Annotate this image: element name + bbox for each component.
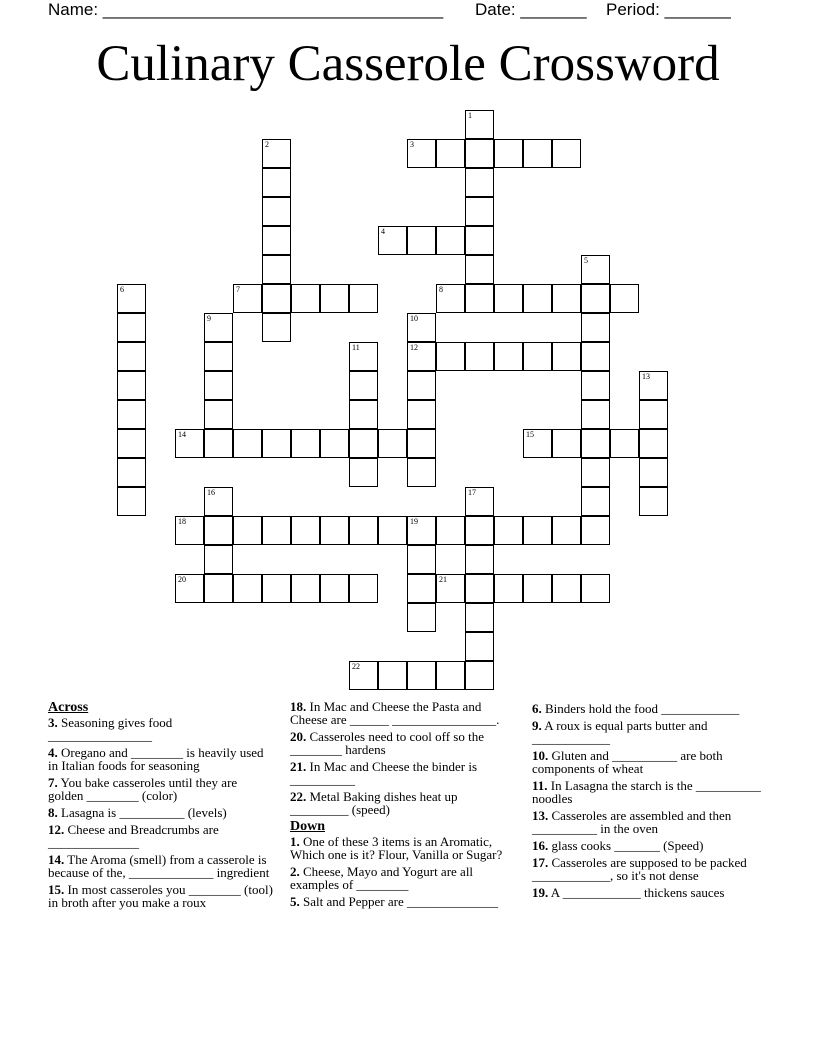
crossword-cell[interactable] (349, 429, 378, 458)
crossword-cell[interactable] (204, 429, 233, 458)
clue-text: Casseroles are assembled and then __________ in the oven (532, 808, 732, 836)
crossword-cell[interactable] (204, 516, 233, 545)
clue-number: 1 (468, 111, 472, 120)
clue-number: 19 (410, 517, 418, 526)
crossword-cell[interactable] (349, 371, 378, 400)
crossword-cell[interactable] (320, 574, 349, 603)
crossword-cell[interactable] (262, 574, 291, 603)
crossword-cell[interactable] (436, 284, 465, 313)
clue-text: Binders hold the food ____________ (541, 701, 740, 716)
clue-item (532, 809, 762, 835)
clue-item (290, 730, 518, 756)
clue-number: 7 (236, 285, 240, 294)
crossword-cell[interactable] (349, 516, 378, 545)
crossword-cell[interactable] (407, 429, 436, 458)
clue-text: Lasagna is __________ (levels) (57, 805, 227, 820)
crossword-cell[interactable] (581, 342, 610, 371)
crossword-cell[interactable] (407, 371, 436, 400)
clue-number-label: 8. (48, 805, 58, 820)
clue-number: 2 (265, 140, 269, 149)
crossword-cell[interactable] (233, 429, 262, 458)
clue-number: 4 (381, 227, 385, 236)
period-field-label[interactable]: Period: _______ (606, 0, 731, 19)
clue-number-label: 5. (290, 894, 300, 909)
crossword-cell[interactable] (349, 661, 378, 690)
clue-item (290, 700, 518, 726)
clue-text: Cheese, Mayo and Yogurt are all examples of ________ (290, 864, 474, 892)
crossword-cell[interactable] (175, 516, 204, 545)
clue-text: A ____________ thickens sauces (548, 885, 725, 900)
crossword-cell[interactable] (465, 516, 494, 545)
crossword-cell[interactable] (407, 516, 436, 545)
clue-number: 20 (178, 575, 186, 584)
clue-item (532, 779, 762, 805)
crossword-cell[interactable] (581, 400, 610, 429)
clue-number-label: 10. (532, 748, 549, 763)
clue-text: Oregano and ________ is heavily used in Italian foods for seasoning (48, 745, 264, 773)
clue-number: 15 (526, 430, 534, 439)
crossword-cell[interactable] (581, 516, 610, 545)
crossword-cell[interactable] (494, 342, 523, 371)
clues-column-2 (290, 700, 518, 912)
clue-text: glass cooks _______ (Speed) (548, 838, 704, 853)
crossword-cell[interactable] (581, 429, 610, 458)
clue-number: 11 (352, 343, 360, 352)
clue-item (290, 835, 518, 861)
clues-column-3 (532, 700, 762, 903)
crossword-cell[interactable] (262, 139, 291, 168)
clue-number-label: 16. (532, 838, 549, 853)
clue-number-label: 19. (532, 885, 549, 900)
clue-number: 16 (207, 488, 215, 497)
clue-text: Salt and Pepper are ______________ (299, 894, 498, 909)
crossword-cell[interactable] (552, 429, 581, 458)
crossword-cell[interactable] (581, 313, 610, 342)
crossword-cell[interactable] (204, 487, 233, 516)
clue-text: Seasoning gives food ________________ (48, 715, 173, 743)
crossword-cell[interactable] (581, 255, 610, 284)
crossword-cell[interactable] (465, 545, 494, 574)
crossword-cell[interactable] (407, 400, 436, 429)
crossword-cell[interactable] (610, 284, 639, 313)
clue-number: 3 (410, 140, 414, 149)
crossword-cell[interactable] (465, 197, 494, 226)
crossword-cell[interactable] (465, 139, 494, 168)
crossword-cell[interactable] (349, 458, 378, 487)
clue-text: In most casseroles you ________ (tool) in broth after you make a roux (48, 882, 273, 910)
crossword-cell[interactable] (407, 603, 436, 632)
crossword-cell[interactable] (639, 400, 668, 429)
crossword-cell[interactable] (233, 284, 262, 313)
clue-item (48, 823, 273, 849)
clue-item (48, 806, 273, 819)
clue-number-label: 17. (532, 855, 549, 870)
clue-number-label: 2. (290, 864, 300, 879)
clue-number-label: 3. (48, 715, 58, 730)
across-clue-list (48, 716, 273, 909)
crossword-cell[interactable] (262, 313, 291, 342)
crossword-cell[interactable] (581, 371, 610, 400)
crossword-cell[interactable] (552, 516, 581, 545)
clue-text: The Aroma (smell) from a casserole is because of the, _____________ ingredient (48, 852, 270, 880)
clue-item (532, 719, 762, 745)
clue-number: 17 (468, 488, 476, 497)
crossword-cell[interactable] (407, 342, 436, 371)
clue-number: 5 (584, 256, 588, 265)
crossword-cell[interactable] (117, 371, 146, 400)
crossword-cell[interactable] (465, 574, 494, 603)
clue-item (290, 760, 518, 786)
clues-column-1 (48, 700, 273, 913)
crossword-cell[interactable] (175, 574, 204, 603)
clue-text: Metal Baking dishes heat up _________ (speed) (290, 789, 458, 817)
crossword-cell[interactable] (204, 371, 233, 400)
crossword-cell[interactable] (436, 226, 465, 255)
crossword-cell[interactable] (291, 574, 320, 603)
crossword-cell[interactable] (465, 632, 494, 661)
crossword-cell[interactable] (523, 574, 552, 603)
crossword-cell[interactable] (262, 168, 291, 197)
crossword-cell[interactable] (204, 342, 233, 371)
crossword-cell[interactable] (117, 458, 146, 487)
crossword-cell[interactable] (233, 574, 262, 603)
clue-item (48, 746, 273, 772)
crossword-cell[interactable] (291, 429, 320, 458)
crossword-cell[interactable] (610, 429, 639, 458)
crossword-cell[interactable] (407, 661, 436, 690)
down-clue-list (290, 835, 518, 908)
clue-number: 10 (410, 314, 418, 323)
crossword-cell[interactable] (349, 574, 378, 603)
crossword-cell[interactable] (262, 226, 291, 255)
clue-number: 21 (439, 575, 447, 584)
crossword-cell[interactable] (581, 284, 610, 313)
clue-text: In Lasagna the starch is the __________ noodles (532, 778, 761, 806)
crossword-cell[interactable] (233, 516, 262, 545)
clue-number: 22 (352, 662, 360, 671)
crossword-cell[interactable] (262, 255, 291, 284)
crossword-cell[interactable] (349, 284, 378, 313)
crossword-cell[interactable] (465, 284, 494, 313)
clue-number: 12 (410, 343, 418, 352)
clue-number-label: 12. (48, 822, 65, 837)
crossword-cell[interactable] (523, 139, 552, 168)
clue-number-label: 20. (290, 729, 307, 744)
crossword-cell[interactable] (117, 400, 146, 429)
page-title: Culinary Casserole Crossword (96, 36, 720, 92)
clue-item (48, 883, 273, 909)
across-clue-list-continued (290, 700, 518, 816)
crossword-cell[interactable] (552, 139, 581, 168)
crossword-cell[interactable] (465, 603, 494, 632)
crossword-cell[interactable] (320, 429, 349, 458)
clue-item (532, 856, 762, 882)
crossword-cell[interactable] (639, 371, 668, 400)
crossword-cell[interactable] (436, 661, 465, 690)
clue-text: A roux is equal parts butter and ____________ (532, 718, 708, 746)
crossword-cell[interactable] (465, 110, 494, 139)
clue-item (48, 776, 273, 802)
crossword-cell[interactable] (407, 226, 436, 255)
crossword-cell[interactable] (523, 284, 552, 313)
crossword-cell[interactable] (349, 342, 378, 371)
crossword-cell[interactable] (378, 429, 407, 458)
crossword-cell[interactable] (204, 313, 233, 342)
clue-number-label: 6. (532, 701, 542, 716)
crossword-cell[interactable] (581, 574, 610, 603)
crossword-cell[interactable] (117, 342, 146, 371)
clue-number: 13 (642, 372, 650, 381)
crossword-cell[interactable] (552, 342, 581, 371)
down-clue-list-continued (532, 702, 762, 899)
clue-item (532, 886, 762, 899)
crossword-cell[interactable] (494, 139, 523, 168)
crossword-cell[interactable] (494, 284, 523, 313)
crossword-cell[interactable] (552, 284, 581, 313)
clue-number-label: 18. (290, 699, 307, 714)
clue-number-label: 1. (290, 834, 300, 849)
crossword-cell[interactable] (523, 342, 552, 371)
crossword-cell[interactable] (378, 661, 407, 690)
crossword-cell[interactable] (378, 226, 407, 255)
name-field-label[interactable]: Name: ____________________________________ (48, 0, 444, 19)
clue-text: In Mac and Cheese the binder is __________ (290, 759, 478, 787)
crossword-cell[interactable] (204, 574, 233, 603)
crossword-cell[interactable] (407, 458, 436, 487)
crossword-cell[interactable] (436, 574, 465, 603)
clue-number-label: 13. (532, 808, 549, 823)
crossword-cell[interactable] (320, 284, 349, 313)
crossword-cell[interactable] (494, 516, 523, 545)
crossword-cell[interactable] (552, 574, 581, 603)
crossword-cell[interactable] (204, 545, 233, 574)
crossword-cell[interactable] (117, 487, 146, 516)
clue-number-label: 14. (48, 852, 65, 867)
crossword-cell[interactable] (117, 284, 146, 313)
crossword-cell[interactable] (407, 313, 436, 342)
crossword-cell[interactable] (581, 487, 610, 516)
clue-text: Gluten and __________ are both components of wheat (532, 748, 723, 776)
crossword-cell[interactable] (436, 342, 465, 371)
clue-text: You bake casseroles until they are golden ________ (color) (48, 775, 238, 803)
crossword-cell[interactable] (465, 661, 494, 690)
clue-item (532, 749, 762, 775)
clue-number-label: 4. (48, 745, 58, 760)
crossword-cell[interactable] (175, 429, 204, 458)
crossword-cell[interactable] (407, 545, 436, 574)
crossword-cell[interactable] (639, 487, 668, 516)
crossword-cell[interactable] (262, 429, 291, 458)
clue-number-label: 11. (532, 778, 548, 793)
crossword-cell[interactable] (436, 516, 465, 545)
clue-item (48, 716, 273, 742)
clue-item (290, 895, 518, 908)
clue-number-label: 7. (48, 775, 58, 790)
clue-item (290, 865, 518, 891)
crossword-cell[interactable] (320, 516, 349, 545)
crossword-cell[interactable] (639, 458, 668, 487)
clue-item (290, 790, 518, 816)
clue-text: Casseroles are supposed to be packed ____________, so it's not dense (532, 855, 747, 883)
crossword-cell[interactable] (639, 429, 668, 458)
clue-text: Cheese and Breadcrumbs are ______________ (48, 822, 219, 850)
clue-item (532, 702, 762, 715)
clue-text: In Mac and Cheese the Pasta and Cheese are ______ ________________. (290, 699, 500, 727)
clue-number-label: 9. (532, 718, 542, 733)
clue-number: 8 (439, 285, 443, 294)
crossword-cell[interactable] (494, 574, 523, 603)
down-heading: Down (290, 819, 326, 834)
clue-text: Casseroles need to cool off so the ________ hardens (290, 729, 484, 757)
clue-number-label: 21. (290, 759, 307, 774)
crossword-cell[interactable] (523, 429, 552, 458)
crossword-cell[interactable] (407, 139, 436, 168)
clue-number-label: 15. (48, 882, 65, 897)
crossword-cell[interactable] (407, 574, 436, 603)
crossword-cell[interactable] (581, 458, 610, 487)
crossword-cell[interactable] (117, 313, 146, 342)
clue-number: 9 (207, 314, 211, 323)
clue-text: One of these 3 items is an Aromatic, Which one is it? Flour, Vanilla or Sugar? (290, 834, 503, 862)
crossword-cell[interactable] (262, 284, 291, 313)
clue-number: 18 (178, 517, 186, 526)
crossword-cell[interactable] (262, 516, 291, 545)
date-field-label[interactable]: Date: _______ (475, 0, 587, 19)
crossword-cell[interactable] (117, 429, 146, 458)
clue-number: 14 (178, 430, 186, 439)
crossword-cell[interactable] (262, 197, 291, 226)
crossword-cell[interactable] (436, 139, 465, 168)
crossword-cell[interactable] (465, 255, 494, 284)
clue-number-label: 22. (290, 789, 307, 804)
crossword-cell[interactable] (378, 516, 407, 545)
crossword-cell[interactable] (465, 168, 494, 197)
across-heading: Across (48, 700, 89, 715)
crossword-cell[interactable] (204, 400, 233, 429)
crossword-cell[interactable] (465, 487, 494, 516)
clue-number: 6 (120, 285, 124, 294)
crossword-cell[interactable] (349, 400, 378, 429)
crossword-cell[interactable] (291, 284, 320, 313)
crossword-cell[interactable] (523, 516, 552, 545)
clue-item (48, 853, 273, 879)
crossword-cell[interactable] (291, 516, 320, 545)
crossword-cell[interactable] (465, 226, 494, 255)
crossword-cell[interactable] (465, 342, 494, 371)
clue-item (532, 839, 762, 852)
